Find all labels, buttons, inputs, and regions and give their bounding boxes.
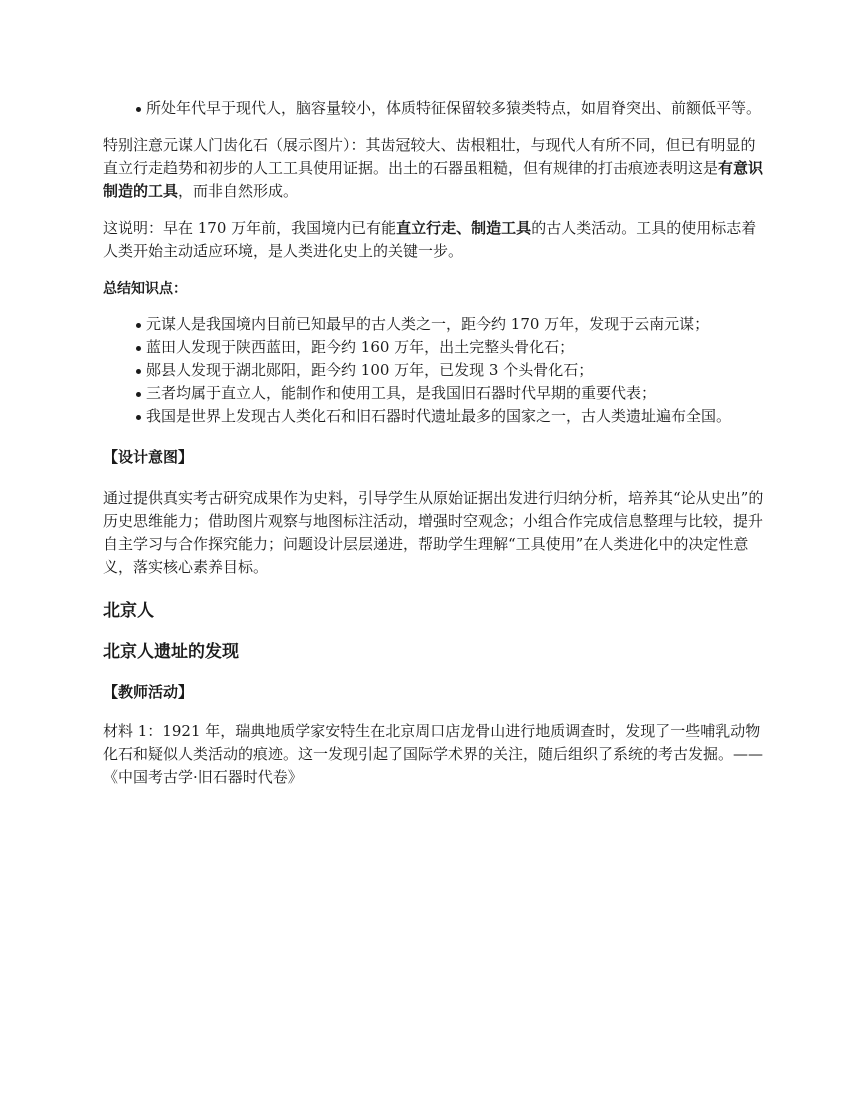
list-item: 所处年代早于现代人，脑容量较小，体质特征保留较多猿类特点，如眉脊突出、前额低平等。 [146, 97, 765, 120]
design-intent-heading: 【设计意图】 [103, 448, 194, 466]
paragraph-text: ，而非自然形成。 [178, 182, 299, 200]
evolution-traits-list [103, 97, 765, 120]
list-item: 我国是世界上发现古人类化石和旧石器时代遗址最多的国家之一，古人类遗址遍布全国。 [146, 405, 765, 428]
emphasis-text: 直立行走、制造工具 [396, 219, 532, 237]
list-item: 元谋人是我国境内目前已知最早的古人类之一，距今约 170 万年，发现于云南元谋； [146, 313, 765, 336]
explanation-paragraph [103, 217, 765, 263]
summary-heading: 总结知识点： [103, 281, 187, 297]
material-paragraph: 材料 1：1921 年，瑞典地质学家安特生在北京周口店龙骨山进行地质调查时，发现了一些哺乳动物化石和疑似人类活动的痕迹。这一发现引起了国际学术界的关注，随后组织了系统的考古发掘。——《中国考古学·旧石器时代卷》 [103, 722, 764, 786]
design-intent-paragraph: 通过提供真实考古研究成果作为史料，引导学生从原始证据出发进行归纳分析，培养其“论从史出”的历史思维能力；借助图片观察与地图标注活动，增强时空观念；小组合作完成信息整理与比较，提升自主学习与合作探究能力；问题设计层层递进，帮助学生理解“工具使用”在人类进化中的决定性意义，落实核心素养目标。 [103, 489, 764, 576]
paragraph-text: 这说明：早在 170 万年前，我国境内已有能 [103, 219, 397, 237]
section-title: 北京人 [103, 601, 154, 621]
teacher-activity-heading: 【教师活动】 [103, 683, 194, 701]
list-item: 郧县人发现于湖北郧阳，距今约 100 万年，已发现 3 个头骨化石； [146, 359, 765, 382]
emphasis-text: 有意识制造的工具 [103, 159, 764, 200]
paragraph-text: 的古人类活动。工具的使用标志着人类开始主动适应环境，是人类进化史上的关键一步。 [103, 219, 757, 260]
list-item: 三者均属于直立人，能制作和使用工具，是我国旧石器时代早期的重要代表； [146, 382, 765, 405]
paragraph-text: 特别注意元谋人门齿化石（展示图片）：其齿冠较大、齿根粗壮，与现代人有所不同，但已有明显的直立行走趋势和初步的人工工具使用证据。出土的石器虽粗糙，但有规律的打击痕迹表明这是 [103, 136, 756, 177]
section-subtitle: 北京人遗址的发现 [103, 642, 239, 662]
document-content [103, 97, 765, 789]
tooth-fossil-paragraph [103, 134, 765, 203]
list-item: 蓝田人发现于陕西蓝田，距今约 160 万年，出土完整头骨化石； [146, 336, 765, 359]
summary-list [103, 313, 765, 428]
